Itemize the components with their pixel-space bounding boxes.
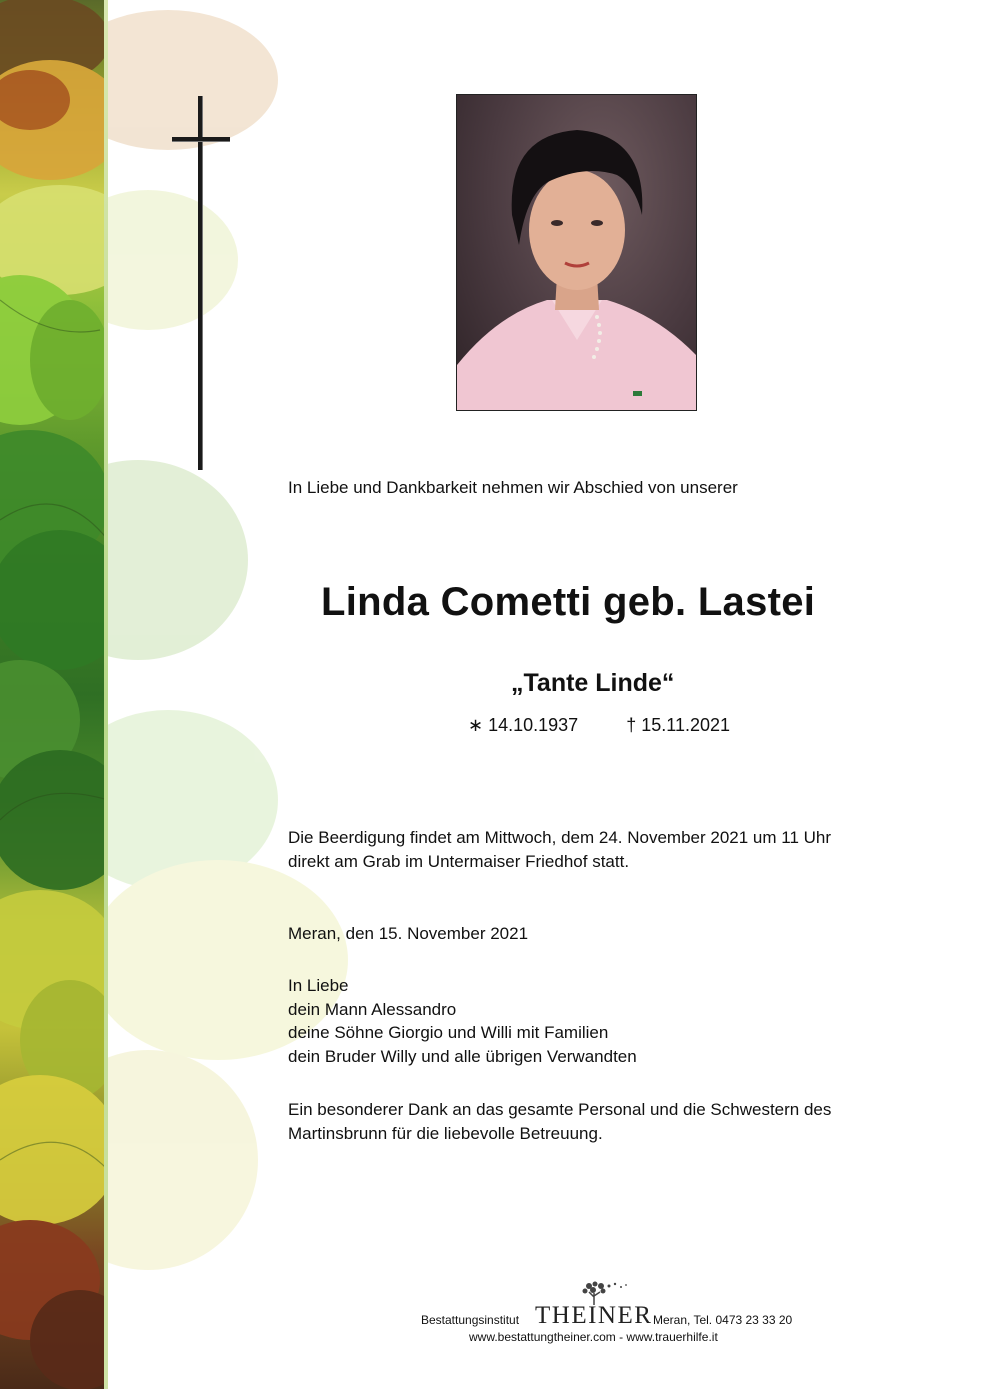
portrait-photo: [456, 94, 697, 411]
intro-text: In Liebe und Dankbarkeit nehmen wir Abschied von unserer: [288, 478, 738, 497]
signoff-line: dein Bruder Willy und alle übrigen Verwandten: [288, 1046, 637, 1066]
leaves-illustration: [0, 0, 108, 1389]
birth-star-icon: ∗: [468, 715, 484, 735]
brand-logo-text: THEINER: [535, 1302, 653, 1329]
city-phone: Meran, Tel. 0473 23 33 20: [653, 1313, 793, 1327]
thanks-text: [288, 1098, 831, 1145]
nickname: „Tante Linde“: [511, 669, 675, 697]
autumn-leaves-border: [0, 0, 108, 1389]
thanks-line: Ein besonderer Dank an das gesamte Personal und die Schwestern des: [288, 1100, 832, 1119]
signoff-line: dein Mann Alessandro: [288, 999, 457, 1019]
signoff-line: deine Söhne Giorgio und Willi mit Familien: [288, 1023, 609, 1042]
funeral-info: [288, 826, 831, 873]
funeral-home-footer: [421, 1280, 811, 1350]
signoff-line: In Liebe: [288, 976, 349, 995]
portrait-illustration: [457, 95, 696, 410]
faded-leaves-decoration: [108, 0, 428, 1389]
death-date: 15.11.2021: [641, 715, 731, 735]
funeral-line: direkt am Grab im Untermaiser Friedhof statt.: [288, 851, 630, 871]
family-signoff: [288, 974, 637, 1068]
deceased-name: Linda Cometti geb. Lastei: [321, 580, 816, 624]
life-dates: [468, 715, 730, 736]
birth-date: 14.10.1937: [488, 715, 579, 735]
institute-label: Bestattungsinstitut: [421, 1313, 520, 1327]
death-cross-icon: †: [626, 715, 637, 735]
place-date: Meran, den 15. November 2021: [288, 924, 529, 943]
websites-link[interactable]: www.bestattungtheiner.com - www.trauerhilfe.it: [469, 1330, 718, 1344]
thanks-line: Martinsbrunn für die liebevolle Betreuung.: [288, 1123, 603, 1143]
funeral-line: Die Beerdigung findet am Mittwoch, dem 24. November 2021 um 11 Uhr: [288, 828, 832, 847]
